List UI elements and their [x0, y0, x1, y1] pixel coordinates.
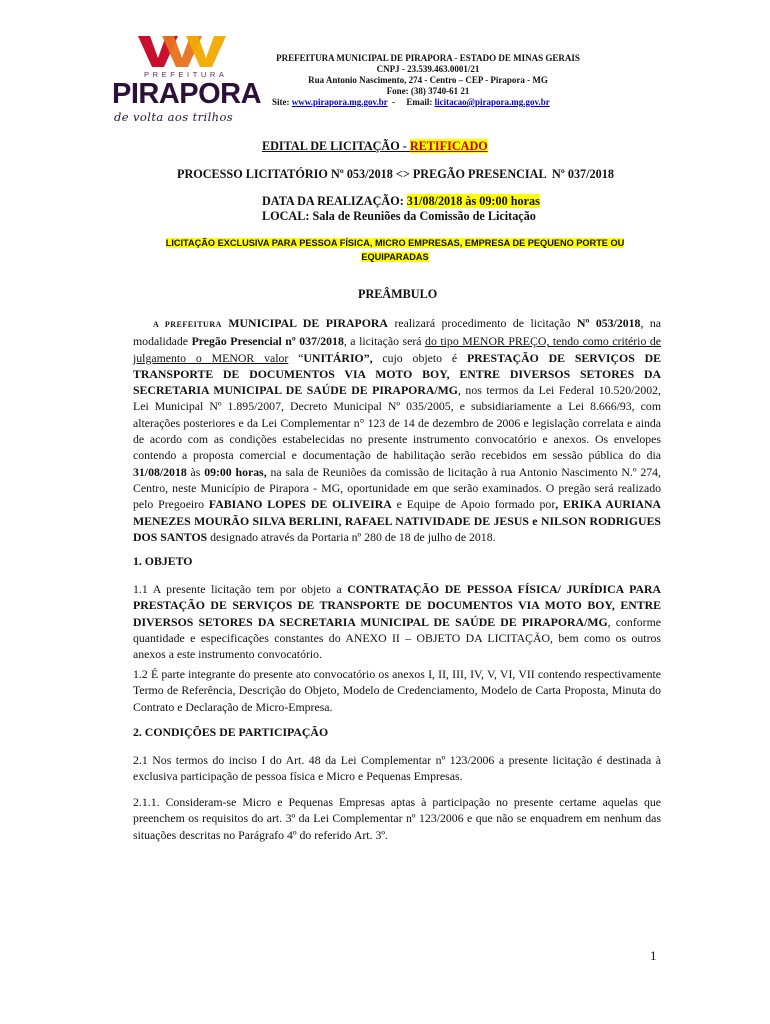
objeto-1-1-bold: CONTRATAÇÃO DE PESSOA FÍSICA/ JURÍDICA PARA PRESTAÇÃO DE SERVIÇOS DE TRANSPORTE DE DOCUMENTOS VIA MOTO BOY, ENTRE DIVERSOS SETORES DA SECRETARIA MUNICIPAL DE SAÚDE DE PIRAPORA/MG	[133, 582, 662, 629]
exclusiva-banner	[150, 236, 640, 264]
logo-slogan-text: de volta aos trilhos	[114, 110, 234, 124]
letterhead-line-1: PREFEITURA MUNICIPAL DE PIRAPORA - ESTADO DE MINAS GERAIS	[276, 53, 580, 63]
preambulo-text-9: e Equipe de Apoio formado por	[391, 497, 556, 512]
participacao-paragraph-2-1-1: 2.1.1. Consideram-se Micro e Pequenas Empresas aptas à participação no presente certame aquelas que preenchem os requisitos do art. 3º da Lei Complementar nº 123/2006 e que não se enquadrem em nenhum das situações descritas no Parágrafo 4º do referido Art. 3º.	[133, 795, 661, 842]
participacao-heading: 2. CONDIÇÕES DE PARTICIPAÇÃO	[133, 725, 329, 739]
letterhead-cnpj: CNPJ - 23.539.463.0001/21	[376, 64, 480, 74]
data-realizacao	[262, 193, 540, 209]
logo-prefeitura-text: PREFEITURA	[144, 70, 228, 79]
edital-title	[262, 138, 488, 154]
email-label: Email:	[406, 97, 433, 107]
preambulo-pregoeiro: FABIANO LOPES DE OLIVEIRA	[208, 497, 392, 512]
preambulo-date: 31/08/2018	[133, 464, 187, 479]
preambulo-text-10: designado através da Portaria nº 280 de 18 de julho de 2018.	[207, 529, 496, 544]
objeto-1-1-text-1: 1.1 A presente licitação tem por objeto a	[133, 582, 348, 596]
letterhead-contacts: Site: www.pirapora.mg.gov.br - Email: licitacao@pirapora.mg.gov.br	[272, 97, 550, 107]
preambulo-municipal: MUNICIPAL DE PIRAPORA	[228, 316, 388, 330]
email-link[interactable]: licitacao@pirapora.mg.gov.br	[434, 97, 550, 107]
data-label: DATA DA REALIZAÇÃO:	[262, 194, 407, 208]
letterhead-address: Rua Antonio Nascimento, 274 - Centro – CEP - Pirapora - MG	[308, 75, 548, 85]
preambulo-text-4: “	[288, 350, 304, 365]
preambulo-paragraph	[133, 315, 661, 545]
objeto-paragraph-1-2: 1.2 É parte integrante do presente ato convocatório os anexos I, II, III, IV, V, VI, VII contendo respectivamente Termo de Referência, Descrição do Objeto, Modelo de Credenciamento, Modelo de Carta Proposta, Minuta do Contrato e Declaração de Micro-Empresa.	[133, 667, 661, 714]
data-value: 31/08/2018 às 09:00 horas	[406, 194, 540, 208]
preambulo-equipe: , ERIKA AURIANA MENEZES MOURÃO SILVA BERLINI, RAFAEL NATIVIDADE DE JESUS e NILSON RODRIGUES DOS SANTOS	[133, 497, 662, 544]
preambulo-text-7: às	[186, 464, 205, 479]
logo-mark-icon	[136, 34, 228, 68]
preambulo-objeto: PRESTAÇÃO DE SERVIÇOS DE TRANSPORTE DE DOCUMENTOS VIA MOTO BOY, ENTRE DIVERSOS SETORES DA SECRETARIA MUNICIPAL DE SAÚDE DE PIRAPORA/MG	[133, 350, 661, 398]
objeto-paragraph-1-1	[133, 581, 661, 662]
retificado-label: RETIFICADO	[409, 139, 488, 153]
preambulo-process-number: Nº 053/2018	[576, 316, 641, 330]
preambulo-prefeitura: A PREFEITURA	[153, 320, 222, 329]
preambulo-text-1: realizará procedimento de licitação	[387, 316, 577, 330]
preambulo-unitario: UNITÁRIO”,	[303, 350, 373, 365]
site-label: Site:	[272, 97, 290, 107]
edital-title-text: EDITAL DE LICITAÇÃO -	[262, 139, 410, 153]
preambulo-tipo: do tipo MENOR PREÇO, tendo como critério de julgamento o MENOR valor	[133, 334, 662, 365]
exclusiva-line-2: EQUIPARADAS	[361, 252, 429, 262]
prefeitura-logo	[112, 34, 262, 124]
preambulo-text-3: , a licitação será	[343, 334, 426, 349]
letterhead-phone: Fone: (38) 3740-61 21	[386, 86, 470, 96]
preambulo-text-6: , nos termos da Lei Federal 10.520/2002, Lei Municipal Nº 1.895/2007, Decreto Municipal Nº 035/2005, e subsidiariamente a Lei 8.666/93, com alterações posteriores e da Lei Complementar n° 123 de 14 de dezembro de 2006 e legislação correlata e ainda de acordo com as condições estabelecidas no presente instrumento convocatório e anexos. Os envelopes contendo a proposta comercial e documentação de habilitação serão recebidos em sessão pública do dia	[133, 383, 661, 463]
local-line: LOCAL: Sala de Reuniões da Comissão de Licitação	[262, 209, 536, 223]
logo-name-text: PIRAPORA	[112, 78, 262, 110]
objeto-heading: 1. OBJETO	[133, 554, 193, 568]
preambulo-time: 09:00 horas,	[204, 464, 267, 479]
objeto-1-1-text-2: , conforme quantidade e especificações constantes do ANEXO II – OBJETO DA LICITAÇÃO, bem como os outros anexos a este instrumento convocatório.	[133, 614, 661, 662]
participacao-paragraph-2-1: 2.1 Nos termos do inciso I do Art. 48 da Lei Complementar nº 123/2006 a presente licitação é destinada à exclusiva participação de pessoa física e Micro e Pequenas Empresas.	[133, 753, 661, 784]
exclusiva-line-1: LICITAÇÃO EXCLUSIVA PARA PESSOA FÍSICA, MICRO EMPRESAS, EMPRESA DE PEQUENO PORTE OU	[165, 238, 625, 248]
preambulo-pregao: Pregão Presencial nº 037/2018	[191, 334, 344, 349]
preambulo-text-2: , na modalidade	[133, 316, 662, 349]
pregao-number: Nº 037/2018	[552, 167, 614, 181]
page-number: 1	[650, 948, 657, 963]
processo-line: PROCESSO LICITATÓRIO Nº 053/2018 <> PREGÃO PRESENCIAL	[177, 167, 547, 181]
preambulo-text-5: cujo objeto é	[372, 350, 467, 365]
letterhead	[258, 53, 598, 108]
site-link[interactable]: www.pirapora.mg.gov.br	[291, 97, 388, 107]
preambulo-text-8: na sala de Reuniões da comissão de licitação à rua Antonio Nascimento N.º 274, Centro, neste Município de Pirapora - MG, oportunidade em que serão examinados. O pregão será realizado pelo Pregoeiro	[133, 464, 661, 512]
preambulo-heading: PREÂMBULO	[358, 287, 438, 301]
